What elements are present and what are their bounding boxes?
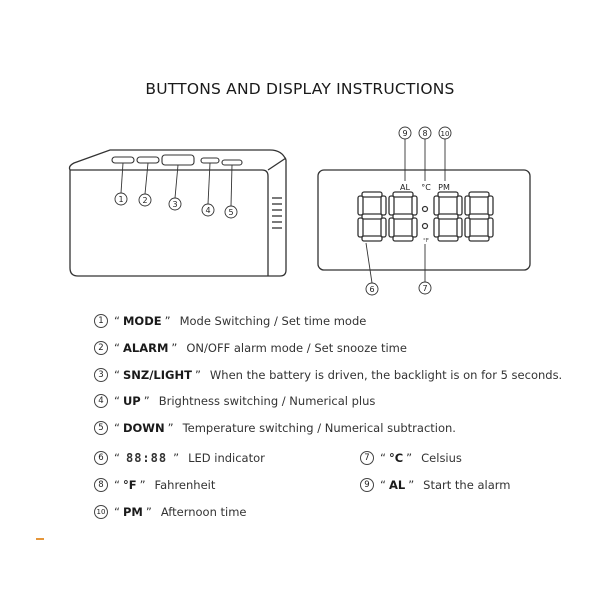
legend-number: 4 (94, 394, 108, 408)
legend-number: 2 (94, 341, 108, 355)
legend-key: °C (388, 451, 404, 465)
legend-desc: Start the alarm (423, 478, 511, 492)
legend-item-alarm: 2 “ ALARM ” ON/OFF alarm mode / Set snooze time (94, 341, 407, 355)
callout-5: 5 (228, 208, 234, 217)
legend-item-led: 6 “ 88:88 ” LED indicator (94, 451, 265, 465)
legend-item-down: 5 “ DOWN ” Temperature switching / Numerical subtraction. (94, 421, 456, 435)
callout-2: 2 (142, 196, 148, 205)
legend-key: °F (122, 478, 137, 492)
legend-number: 9 (360, 478, 374, 492)
fahrenheit-indicator: °F (423, 238, 429, 244)
callout-8: 8 (422, 129, 428, 138)
callout-4: 4 (205, 206, 211, 215)
legend-number: 5 (94, 421, 108, 435)
callout-6: 6 (369, 285, 375, 294)
legend-item-up: 4 “ UP ” Brightness switching / Numerical plus (94, 394, 375, 408)
legend-key: AL (388, 478, 406, 492)
decorative-mark (36, 538, 44, 540)
legend-key: UP (122, 394, 141, 408)
legend-desc: Afternoon time (160, 505, 247, 519)
callout-7: 7 (422, 284, 428, 293)
legend-desc: ON/OFF alarm mode / Set snooze time (186, 341, 407, 355)
legend-item-al: 9 “ AL ” Start the alarm (360, 478, 510, 492)
celsius-indicator: °C (421, 183, 431, 192)
legend-key: SNZ/LIGHT (122, 368, 192, 382)
callout-9: 9 (402, 129, 408, 138)
legend-desc: Mode Switching / Set time mode (179, 314, 367, 328)
legend-desc: Fahrenheit (154, 478, 216, 492)
legend-number: 1 (94, 314, 108, 328)
legend-desc: Temperature switching / Numerical subtraction. (182, 421, 456, 435)
legend-item-pm: 10 “ PM ” Afternoon time (94, 505, 247, 519)
pm-indicator: PM (438, 183, 450, 192)
legend-key: PM (122, 505, 143, 519)
legend-number: 3 (94, 368, 108, 382)
legend-item-celsius: 7 “ °C ” Celsius (360, 451, 462, 465)
legend-number: 7 (360, 451, 374, 465)
legend-desc: Celsius (421, 451, 462, 465)
legend-key: ALARM (122, 341, 169, 355)
legend-item-mode: 1 “ MODE ” Mode Switching / Set time mode (94, 314, 366, 328)
legend-number: 8 (94, 478, 108, 492)
legend-item-snz-light: 3 “ SNZ/LIGHT ” When the battery is driven, the backlight is on for 5 seconds. (94, 368, 562, 382)
callout-3: 3 (172, 200, 178, 209)
legend-number: 6 (94, 451, 108, 465)
legend-desc: Brightness switching / Numerical plus (158, 394, 376, 408)
legend-key: DOWN (122, 421, 165, 435)
legend-item-fahrenheit: 8 “ °F ” Fahrenheit (94, 478, 215, 492)
legend-key: MODE (122, 314, 162, 328)
page-title: BUTTONS AND DISPLAY INSTRUCTIONS (145, 80, 455, 98)
led-indicator-digits: 88:88 (125, 451, 168, 465)
callout-10: 10 (440, 130, 450, 138)
callout-1: 1 (118, 195, 124, 204)
legend-desc: LED indicator (188, 451, 265, 465)
legend-number: 10 (94, 505, 108, 519)
legend-desc: When the battery is driven, the backlight is on for 5 seconds. (209, 368, 563, 382)
al-indicator: AL (400, 183, 410, 192)
